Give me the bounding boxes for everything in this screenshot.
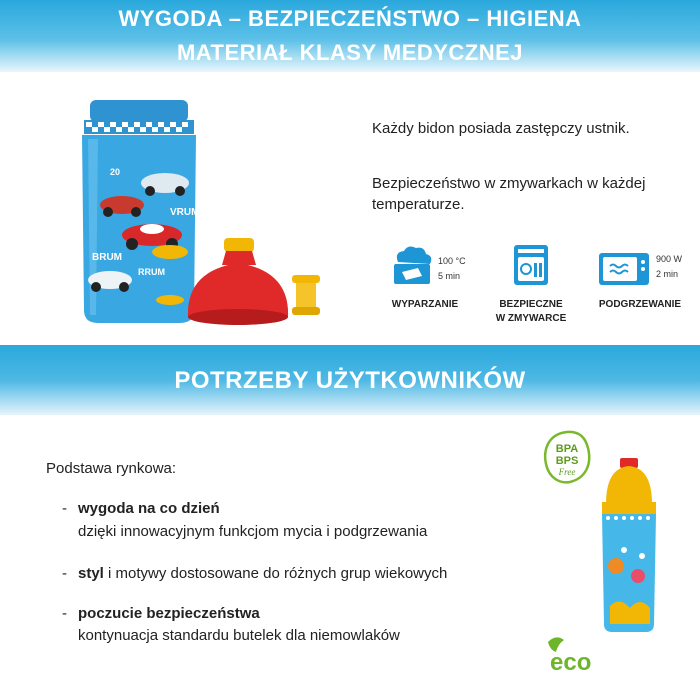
- eco-badge: [538, 632, 608, 676]
- item-sub: kontynuacja standardu butelek dla niemowlaków: [78, 627, 400, 644]
- bottle-text-20: 20: [110, 167, 121, 177]
- badge-free: Free: [558, 467, 576, 477]
- item-bold: styl: [78, 565, 104, 582]
- bpa-bps-free-badge: [540, 428, 594, 486]
- dishwasher-note-line1: Bezpieczeństwo w zmywarkach w każdej: [372, 175, 646, 192]
- item-bold: wygoda na co dzień: [78, 500, 220, 517]
- dishwasher-icon: [512, 243, 550, 292]
- microwave-power: 900 W: [656, 254, 683, 264]
- microwave-time: 2 min: [656, 269, 679, 279]
- spare-spout-image: [292, 275, 320, 315]
- header-banner: [0, 0, 700, 72]
- sea-bottle-image: [594, 456, 664, 636]
- header-line1: WYGODA – BEZPIECZEŃSTWO – HIGIENA: [118, 6, 582, 31]
- replacement-spout-note: Każdy bidon posiada zastępczy ustnik.: [372, 120, 630, 137]
- red-cap-image: [188, 238, 288, 325]
- badge-bps: BPS: [555, 455, 579, 467]
- bottle-text-brum: BRUM: [92, 252, 122, 263]
- section-banner: [0, 345, 700, 415]
- bottle-text-rrum: RRUM: [138, 267, 165, 277]
- market-label: Podstawa rynkowa:: [46, 460, 177, 477]
- bottle-with-caps-image: [70, 95, 340, 330]
- sterilize-temp: 100 °C: [438, 256, 466, 266]
- microwave-label: PODGRZEWANIE: [598, 299, 682, 310]
- item-bold: poczucie bezpieczeństwa: [78, 605, 260, 622]
- eco-text: eco: [550, 649, 592, 676]
- dishwasher-label-line1: BEZPIECZNE: [499, 299, 563, 310]
- item-rest: i motywy dostosowane do różnych grup wiekowych: [103, 565, 448, 582]
- dishwasher-note-line2: temperaturze.: [372, 196, 465, 213]
- sterilize-label: WYPARZANIE: [391, 299, 459, 310]
- sterilize-time: 5 min: [438, 271, 461, 281]
- microwave-icon: [598, 252, 650, 291]
- badge-bpa: BPA: [555, 443, 579, 455]
- dishwasher-label-line2: W ZMYWARCE: [495, 313, 567, 324]
- sterilize-icon: [388, 242, 436, 291]
- bottle-text-vrum: VRUM!: [170, 207, 203, 218]
- item-sub: dzięki innowacyjnym funkcjom mycia i podgrzewania: [78, 523, 428, 540]
- section-title: POTRZEBY UŻYTKOWNIKÓW: [174, 367, 526, 394]
- header-line2: MATERIAŁ KLASY MEDYCZNEJ: [176, 40, 524, 65]
